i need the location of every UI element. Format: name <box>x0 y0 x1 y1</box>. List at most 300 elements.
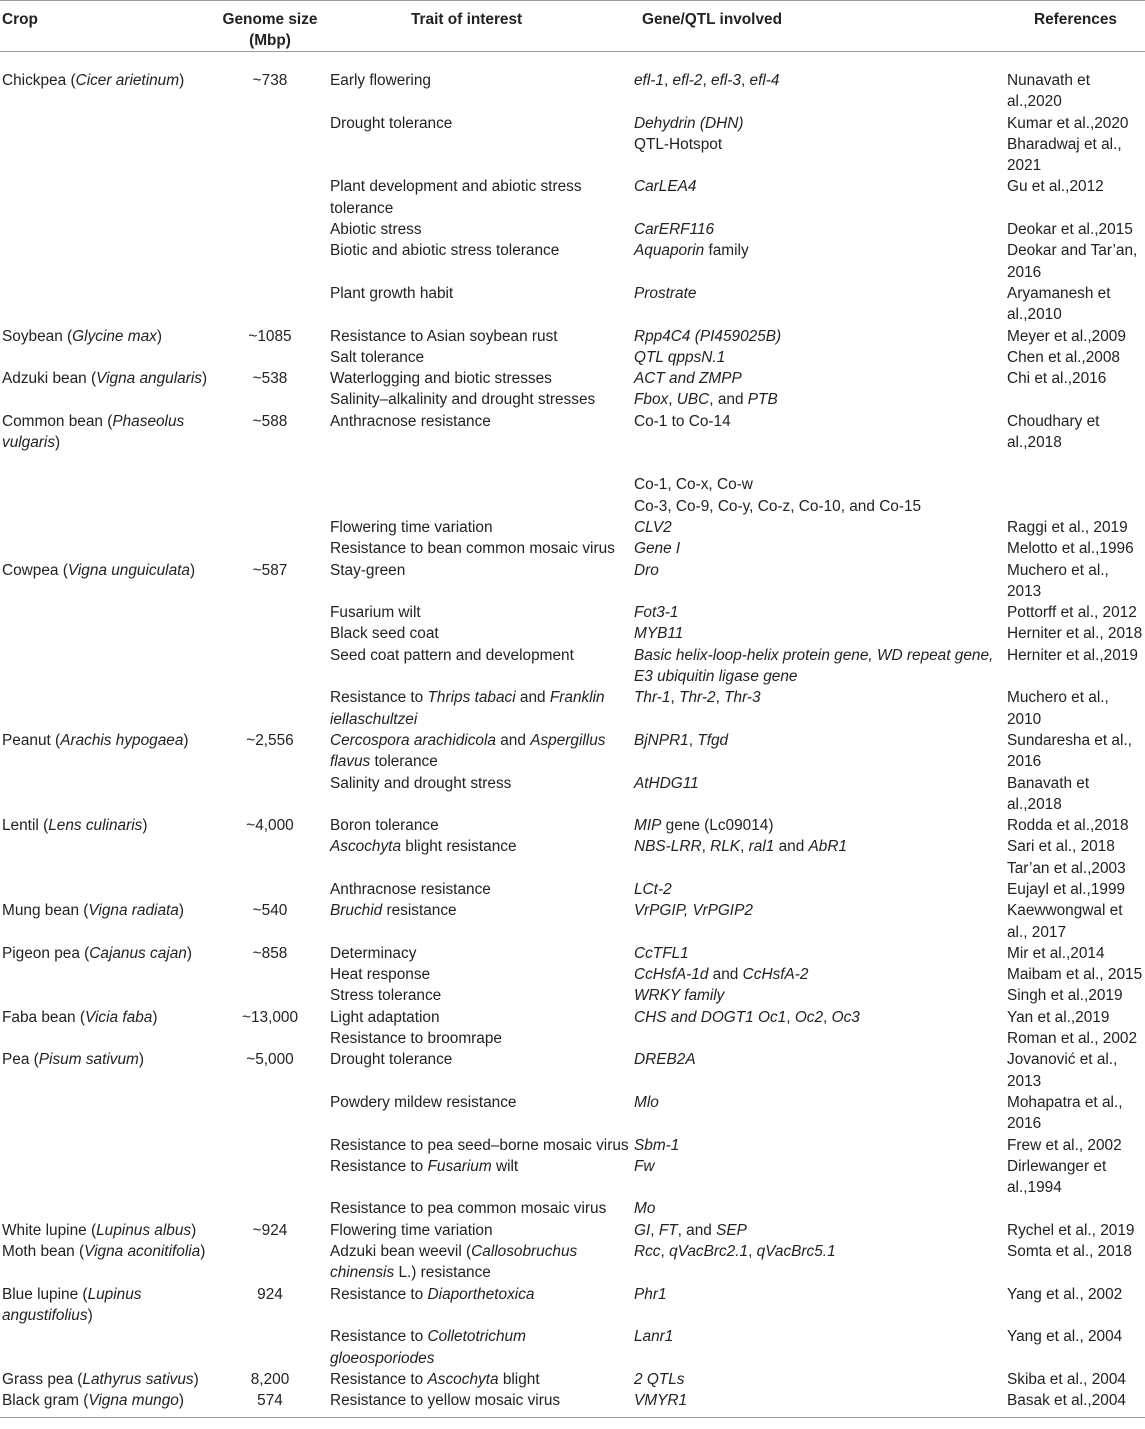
reference-cell <box>995 1369 1145 1390</box>
text: Herniter et al., 2018 <box>1007 625 1143 643</box>
trait-cell <box>329 1156 632 1199</box>
italic-text: Vigna unguiculata <box>67 561 190 579</box>
genome-size-cell <box>211 645 329 688</box>
italic-text: Fot3-1 <box>634 604 679 622</box>
italic-text: Pisum sativum <box>38 1051 139 1069</box>
reference-cell <box>995 1326 1145 1369</box>
genome-size-cell <box>211 1156 329 1199</box>
crop-cell <box>0 411 211 454</box>
text: ) <box>87 1306 93 1324</box>
trait-cell <box>329 858 632 879</box>
gene-cell <box>632 134 995 177</box>
italic-text: SEP <box>716 1221 747 1239</box>
table-row <box>0 368 1145 389</box>
italic-text: Fbox <box>634 391 669 409</box>
trait-cell <box>329 900 632 943</box>
italic-text: CarLEA4 <box>634 178 697 196</box>
text: Black gram ( <box>2 1392 89 1410</box>
trait-cell <box>329 283 632 326</box>
text: Chen et al.,2008 <box>1007 348 1120 366</box>
text: Aryamanesh et al.,2010 <box>1007 284 1111 324</box>
table-row <box>0 176 1145 219</box>
genome-size-cell <box>211 943 329 964</box>
genome-size-cell <box>211 1092 329 1135</box>
italic-text: qVacBrc2.1 <box>669 1243 749 1261</box>
table-header <box>0 1 1145 52</box>
reference-cell <box>995 1156 1145 1199</box>
reference-cell <box>995 730 1145 773</box>
header-crop: Crop <box>2 11 38 28</box>
header-trait: Trait of interest <box>411 11 523 28</box>
gene-cell <box>632 1135 995 1156</box>
gene-cell <box>632 1326 995 1369</box>
crop-cell <box>0 1007 211 1028</box>
table-row <box>0 1007 1145 1028</box>
text: Singh et al.,2019 <box>1007 987 1123 1005</box>
trait-cell <box>329 645 632 688</box>
text: resistance <box>382 902 457 920</box>
text: 8,200 <box>250 1370 290 1388</box>
gene-cell <box>632 943 995 964</box>
text: ~2,556 <box>246 731 294 749</box>
text: ~538 <box>252 370 288 388</box>
text: Sari et al., 2018 <box>1007 838 1115 856</box>
text: Pigeon pea ( <box>2 944 90 962</box>
italic-text: Vigna mungo <box>88 1392 179 1410</box>
italic-text: Vigna angularis <box>96 370 202 388</box>
gene-cell <box>632 176 995 219</box>
trait-cell <box>329 219 632 240</box>
text: Rodda et al.,2018 <box>1007 817 1129 835</box>
text: ) <box>200 1243 206 1261</box>
reference-cell <box>995 985 1145 1006</box>
genome-size-cell <box>211 453 329 495</box>
crop-cell <box>0 240 211 283</box>
text: wilt <box>491 1157 519 1175</box>
reference-cell <box>995 943 1145 964</box>
reference-cell <box>995 134 1145 177</box>
table-row <box>0 1028 1145 1049</box>
italic-text: WRKY family <box>634 987 725 1005</box>
reference-cell <box>995 858 1145 879</box>
genome-size-cell <box>211 773 329 816</box>
crop-cell <box>0 538 211 559</box>
text: Resistance to yellow mosaic virus <box>330 1392 561 1410</box>
gene-cell <box>632 1284 995 1327</box>
italic-text: Oc3 <box>831 1008 860 1026</box>
text: Mir et al.,2014 <box>1007 944 1105 962</box>
trait-cell <box>329 411 632 454</box>
table-row <box>0 411 1145 454</box>
text: and <box>515 689 550 707</box>
trait-cell <box>329 1198 632 1219</box>
text: L.) resistance <box>394 1264 491 1282</box>
table-row <box>0 347 1145 368</box>
reference-cell <box>995 326 1145 347</box>
crop-cell <box>0 1390 211 1418</box>
table-row <box>0 517 1145 538</box>
text: , <box>670 689 680 707</box>
crop-cell <box>0 52 211 113</box>
gene-cell <box>632 858 995 879</box>
gene-cell <box>632 645 995 688</box>
reference-cell <box>995 368 1145 389</box>
reference-cell <box>995 900 1145 943</box>
italic-text: Arachis hypogaea <box>60 731 184 749</box>
trait-cell <box>329 1241 632 1284</box>
gene-cell <box>632 815 995 836</box>
genome-size-cell <box>211 176 329 219</box>
table-row <box>0 1326 1145 1369</box>
reference-cell <box>995 176 1145 219</box>
gene-cell <box>632 453 995 495</box>
gene-cell <box>632 730 995 773</box>
text: ) <box>55 434 61 452</box>
reference-cell <box>995 1028 1145 1049</box>
text: Jovanović et al., 2013 <box>1007 1051 1118 1090</box>
crop-cell <box>0 943 211 964</box>
text: Blue lupine ( <box>2 1285 88 1303</box>
trait-cell <box>329 943 632 964</box>
reference-cell <box>995 240 1145 283</box>
text: Frew et al., 2002 <box>1007 1136 1122 1154</box>
text: Yang et al., 2004 <box>1007 1328 1123 1346</box>
trait-cell <box>329 1220 632 1241</box>
table-row <box>0 985 1145 1006</box>
trait-cell <box>329 602 632 623</box>
text: Co-1 to Co-14 <box>634 412 731 430</box>
gene-cell <box>632 326 995 347</box>
text: Stay-green <box>330 561 406 579</box>
crop-cell <box>0 496 211 517</box>
italic-text: VMYR1 <box>634 1392 688 1410</box>
text: ~5,000 <box>246 1051 294 1069</box>
genome-size-cell <box>211 1326 329 1369</box>
italic-text: BjNPR1 <box>634 731 689 749</box>
text: 574 <box>257 1392 283 1410</box>
crop-cell <box>0 773 211 816</box>
reference-cell <box>995 815 1145 836</box>
text: Resistance to pea seed–borne mosaic virus <box>330 1136 629 1154</box>
trait-cell <box>329 560 632 603</box>
text: Peanut ( <box>2 731 61 749</box>
text: Anthracnose resistance <box>330 880 491 898</box>
italic-text: Tfgd <box>697 731 729 749</box>
crop-cell <box>0 1369 211 1390</box>
text: Muchero et al., 2013 <box>1007 561 1109 600</box>
gene-cell <box>632 1220 995 1241</box>
reference-cell <box>995 1198 1145 1219</box>
gene-cell <box>632 1390 995 1418</box>
italic-text: MIP <box>634 817 662 835</box>
italic-text: Basic helix-loop-helix protein gene, WD repeat gene, E3 ubiquitin ligase gene <box>634 646 994 686</box>
table-row <box>0 858 1145 879</box>
text: ~4,000 <box>246 817 294 835</box>
trait-cell <box>329 836 632 857</box>
italic-text: AbR1 <box>808 838 848 856</box>
italic-text: Rpp4C4 (PI459025B) <box>634 327 782 345</box>
text: Grass pea ( <box>2 1370 83 1388</box>
gene-cell <box>632 1092 995 1135</box>
trait-cell <box>329 368 632 389</box>
italic-text: CLV2 <box>634 518 672 536</box>
reference-cell <box>995 836 1145 857</box>
trait-cell <box>329 134 632 177</box>
trait-cell <box>329 453 632 495</box>
trait-cell <box>329 240 632 283</box>
italic-text: GI <box>634 1221 651 1239</box>
text: , <box>740 72 750 89</box>
table-row <box>0 879 1145 900</box>
reference-cell <box>995 219 1145 240</box>
italic-text: Mo <box>634 1200 656 1218</box>
table-row <box>0 1092 1145 1135</box>
table-row <box>0 815 1145 836</box>
crop-cell <box>0 176 211 219</box>
trait-cell <box>329 1284 632 1327</box>
trait-cell <box>329 1390 632 1418</box>
italic-text: Aspergillus flavus <box>330 731 606 771</box>
italic-text: Lanr1 <box>634 1328 674 1346</box>
italic-text: Vicia faba <box>85 1008 153 1026</box>
table-row <box>0 1220 1145 1241</box>
italic-text: Rcc <box>634 1243 661 1261</box>
italic-text: Callosobruchus chinensis <box>330 1243 578 1282</box>
genome-size-cell <box>211 560 329 603</box>
trait-cell <box>329 879 632 900</box>
text: Abiotic stress <box>330 221 422 239</box>
crop-cell <box>0 964 211 985</box>
italic-text: Thr-3 <box>724 689 761 707</box>
gene-cell <box>632 219 995 240</box>
italic-text: efl-2 <box>672 72 703 89</box>
text: Early flowering <box>330 72 431 89</box>
gene-cell <box>632 517 995 538</box>
genome-size-cell <box>211 1390 329 1418</box>
italic-text: Cicer arietinum <box>75 72 180 89</box>
text: Muchero et al., 2010 <box>1007 689 1109 728</box>
genome-size-cell <box>211 1369 329 1390</box>
text: Somta et al., 2018 <box>1007 1243 1132 1261</box>
trait-cell <box>329 496 632 517</box>
text: , <box>823 1008 832 1026</box>
text: tolerance <box>370 753 438 771</box>
genome-size-cell <box>211 836 329 857</box>
gene-cell <box>632 1241 995 1284</box>
table-body <box>0 52 1145 1418</box>
italic-text: Prostrate <box>634 284 697 302</box>
italic-text: Fw <box>634 1157 655 1175</box>
table-row <box>0 389 1145 410</box>
text: Maibam et al., 2015 <box>1007 966 1143 984</box>
text: Skiba et al., 2004 <box>1007 1370 1126 1388</box>
table-row <box>0 326 1145 347</box>
table-row <box>0 1135 1145 1156</box>
italic-text: Cajanus cajan <box>89 944 187 962</box>
crop-cell <box>0 1241 211 1284</box>
trait-cell <box>329 730 632 773</box>
text: Powdery mildew resistance <box>330 1093 517 1111</box>
italic-text: NBS-LRR <box>634 838 702 856</box>
reference-cell <box>995 347 1145 368</box>
table-row <box>0 219 1145 240</box>
text: Flowering time variation <box>330 1221 493 1239</box>
text: ~858 <box>252 944 288 962</box>
trait-cell <box>329 326 632 347</box>
reference-cell <box>995 113 1145 134</box>
italic-text: efl-3 <box>711 72 741 89</box>
table-row <box>0 113 1145 134</box>
italic-text: Ascochyta <box>330 838 402 856</box>
crop-cell <box>0 1156 211 1199</box>
crop-cell <box>0 1220 211 1241</box>
gene-cell <box>632 900 995 943</box>
text: ~540 <box>252 902 288 920</box>
genome-size-cell <box>211 538 329 559</box>
italic-text: Thr-2 <box>679 689 716 707</box>
genome-size-cell <box>211 52 329 113</box>
crop-cell <box>0 113 211 134</box>
genome-size-cell <box>211 368 329 389</box>
crop-cell <box>0 985 211 1006</box>
italic-text: LCt-2 <box>634 880 672 898</box>
text: Mung bean ( <box>2 902 89 920</box>
trait-cell <box>329 964 632 985</box>
crop-cell <box>0 368 211 389</box>
crop-cell <box>0 815 211 836</box>
text: Resistance to broomrape <box>330 1030 502 1048</box>
italic-text: Thrips tabaci <box>427 689 516 707</box>
crop-cell <box>0 1028 211 1049</box>
crop-cell <box>0 1092 211 1135</box>
italic-text: Franklin iellaschultzei <box>330 689 605 728</box>
table-row <box>0 623 1145 644</box>
gene-cell <box>632 560 995 603</box>
reference-cell <box>995 964 1145 985</box>
gene-cell <box>632 496 995 517</box>
genome-size-cell <box>211 496 329 517</box>
text: White lupine ( <box>2 1221 97 1239</box>
italic-text: Phaseolus vulgaris <box>2 412 185 452</box>
text: Boron tolerance <box>330 817 439 835</box>
table-row <box>0 538 1145 559</box>
text: Salt tolerance <box>330 348 425 366</box>
crop-cell <box>0 900 211 943</box>
text: 924 <box>257 1285 283 1303</box>
trait-cell <box>329 113 632 134</box>
text: Cowpea ( <box>2 561 68 579</box>
trait-cell <box>329 538 632 559</box>
gene-cell <box>632 368 995 389</box>
reference-cell <box>995 645 1145 688</box>
text: and <box>495 731 531 749</box>
italic-text: Cercospora arachidicola <box>330 731 496 749</box>
text: ) <box>201 370 208 388</box>
text: ~587 <box>252 561 288 579</box>
text: Eujayl et al.,1999 <box>1007 880 1126 898</box>
text: Salinity–alkalinity and drought stresses <box>330 391 596 409</box>
text: Resistance to <box>330 1328 428 1346</box>
genome-size-cell <box>211 411 329 454</box>
genome-size-cell <box>211 730 329 773</box>
text: Adzuki bean ( <box>2 370 97 388</box>
text: Nunavath et al.,2020 <box>1007 72 1090 111</box>
reference-cell <box>995 1049 1145 1092</box>
text: Chi et al.,2016 <box>1007 370 1107 388</box>
gene-cell <box>632 1198 995 1219</box>
trait-cell <box>329 687 632 730</box>
text: Faba bean ( <box>2 1008 85 1026</box>
text: Pottorff et al., 2012 <box>1007 604 1137 622</box>
trait-cell <box>329 389 632 410</box>
header-gene: Gene/QTL involved <box>642 11 782 28</box>
table-row <box>0 1156 1145 1199</box>
reference-cell <box>995 560 1145 603</box>
genome-size-cell <box>211 113 329 134</box>
italic-text: Vigna aconitifolia <box>84 1243 201 1261</box>
gene-cell <box>632 1007 995 1028</box>
text: Dirlewanger et al.,1994 <box>1007 1157 1107 1197</box>
table-row <box>0 1241 1145 1284</box>
gene-cell <box>632 113 995 134</box>
reference-cell <box>995 773 1145 816</box>
genome-size-cell <box>211 1198 329 1219</box>
gene-cell <box>632 52 995 113</box>
text: Basak et al.,2004 <box>1007 1392 1126 1410</box>
text: Resistance to <box>330 1370 428 1388</box>
genome-size-cell <box>211 879 329 900</box>
text: Resistance to pea common mosaic virus <box>330 1200 607 1218</box>
italic-text: CcHsfA-2 <box>742 966 809 984</box>
text: , <box>663 72 673 89</box>
table-row <box>0 1369 1145 1390</box>
text: Kumar et al.,2020 <box>1007 114 1129 132</box>
gene-cell <box>632 1049 995 1092</box>
reference-cell <box>995 1007 1145 1028</box>
gene-cell <box>632 347 995 368</box>
text: ) <box>152 1008 158 1026</box>
italic-text: CcHsfA-1d <box>634 966 709 984</box>
table-row <box>0 602 1145 623</box>
genome-size-cell <box>211 985 329 1006</box>
text: ~738 <box>252 72 288 89</box>
text: blight <box>498 1370 540 1388</box>
text: and <box>708 966 743 984</box>
reference-cell <box>995 496 1145 517</box>
italic-text: Lupinus albus <box>96 1221 192 1239</box>
genome-size-cell <box>211 1220 329 1241</box>
trait-cell <box>329 52 632 113</box>
italic-text: qVacBrc5.1 <box>756 1243 836 1261</box>
genome-size-cell <box>211 623 329 644</box>
text: Choudhary et al.,2018 <box>1007 412 1100 452</box>
text: Melotto et al.,1996 <box>1007 540 1134 558</box>
text: blight resistance <box>401 838 517 856</box>
text: Rychel et al., 2019 <box>1007 1221 1135 1239</box>
text: QTL-Hotspot <box>634 135 723 153</box>
gene-cell <box>632 773 995 816</box>
reference-cell <box>995 1390 1145 1418</box>
italic-text: CarERF116 <box>634 221 715 239</box>
italic-text: RLK <box>710 838 741 856</box>
gene-cell <box>632 623 995 644</box>
gene-cell <box>632 985 995 1006</box>
text: , <box>786 1008 795 1026</box>
trait-cell <box>329 1007 632 1028</box>
table-row <box>0 496 1145 517</box>
text: ) <box>179 72 185 89</box>
trait-cell <box>329 623 632 644</box>
